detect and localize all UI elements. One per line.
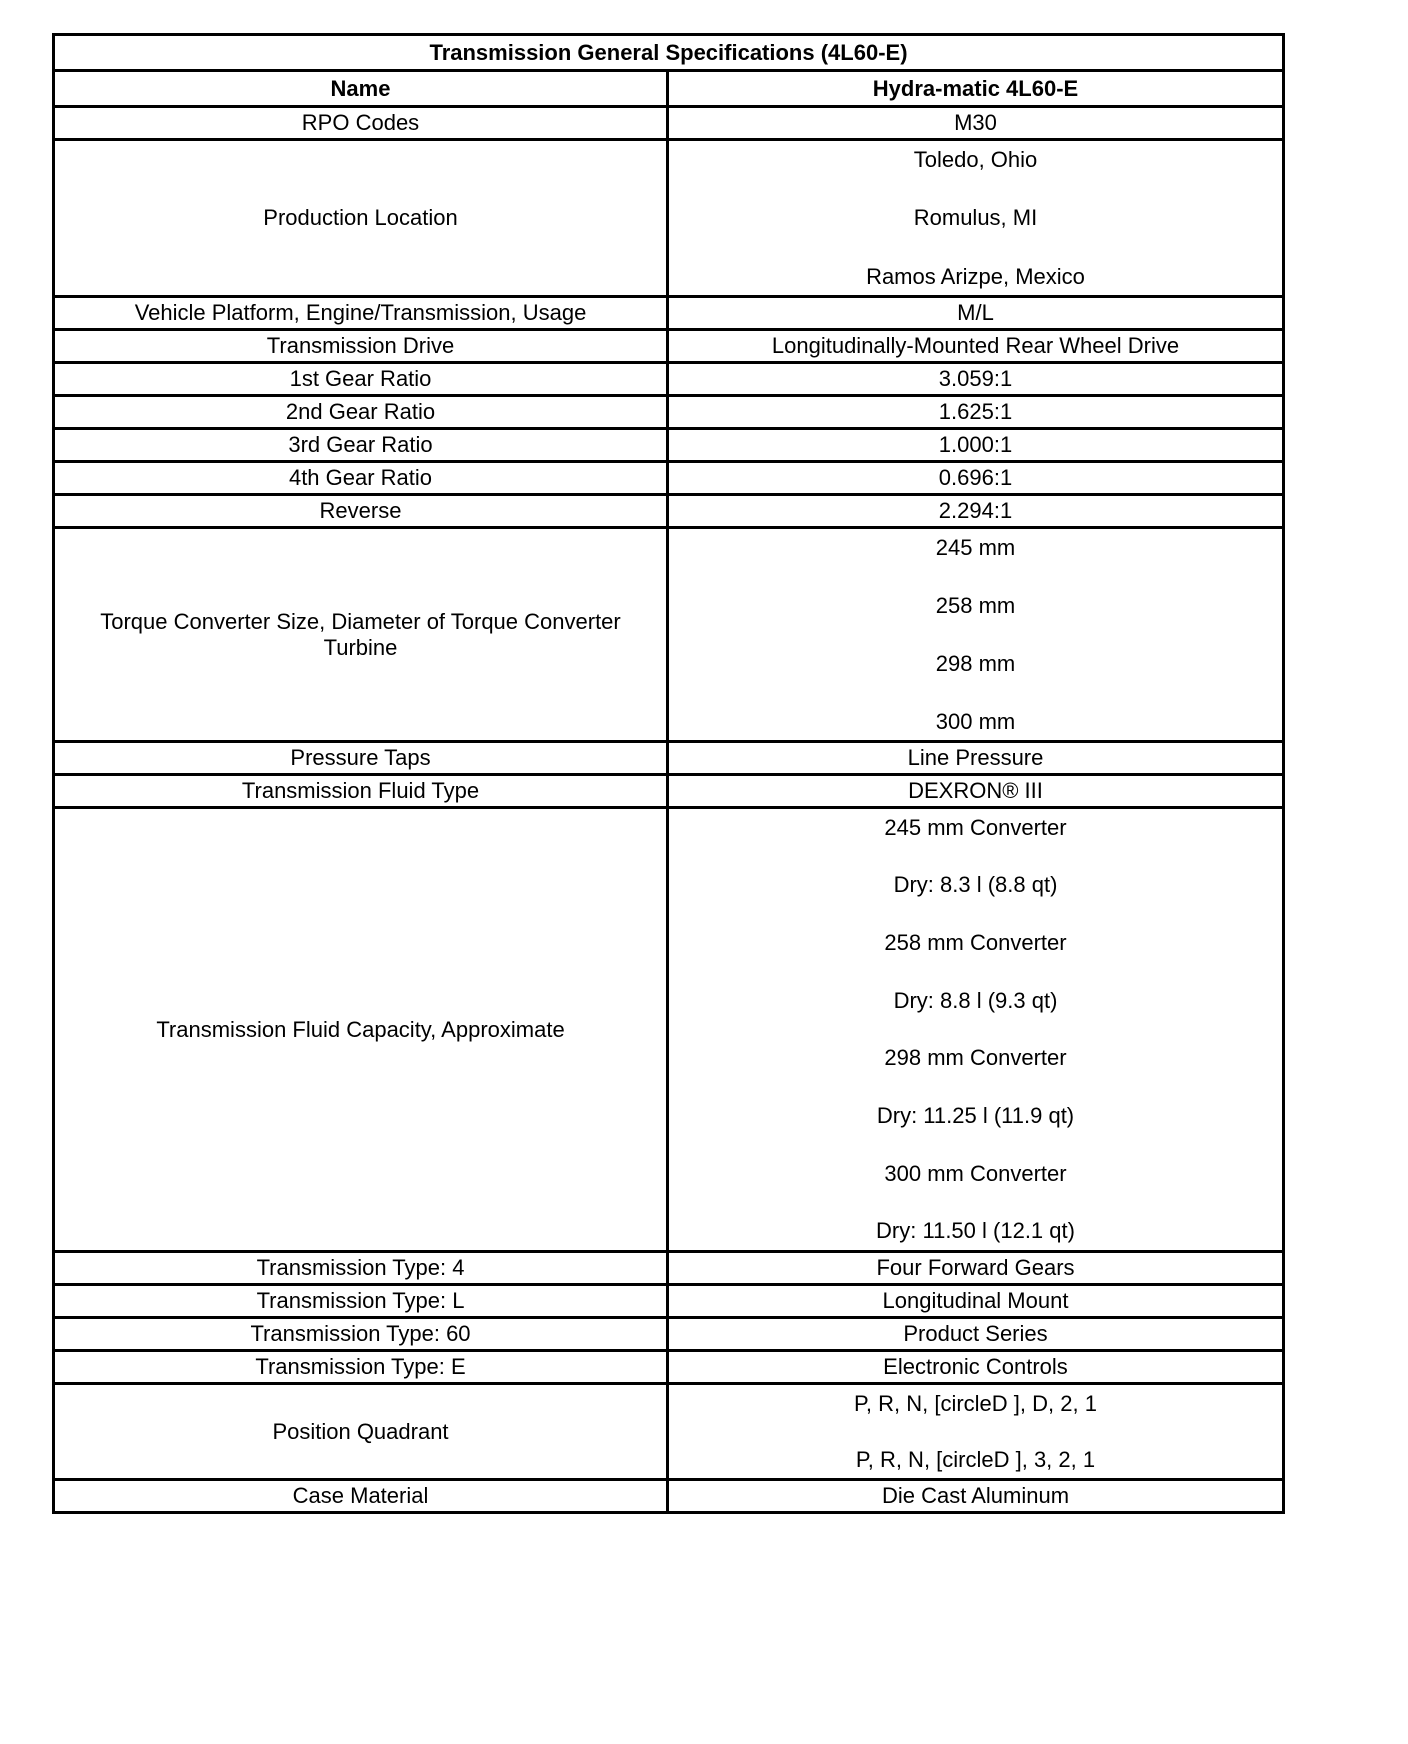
table-row xyxy=(54,1318,1284,1351)
spec-value: 245 mm Converter xyxy=(884,814,1067,840)
spec-label-cell: Transmission Type: E xyxy=(54,1351,668,1384)
spec-label-cell: Production Location xyxy=(54,140,668,297)
table-row xyxy=(54,297,1284,330)
table-row xyxy=(54,528,1284,742)
header-value-cell: Hydra-matic 4L60-E xyxy=(668,71,1284,107)
table-row xyxy=(54,429,1284,462)
spec-value: Dry: 8.8 l (9.3 qt) xyxy=(893,987,1058,1013)
spec-value: 245 mm xyxy=(935,534,1016,560)
spec-value-cell: 0.696:1 xyxy=(668,462,1284,495)
spec-value: 258 mm xyxy=(935,592,1016,618)
spec-value: 300 mm Converter xyxy=(884,1160,1067,1186)
table-row xyxy=(54,1285,1284,1318)
spec-table xyxy=(52,33,1285,1514)
spec-value-cell: 1.000:1 xyxy=(668,429,1284,462)
spec-value: Romulus, MI xyxy=(913,205,1038,230)
table-row xyxy=(54,107,1284,140)
spec-value-list xyxy=(675,811,1276,1249)
table-row xyxy=(54,495,1284,528)
spec-value-cell: 3.059:1 xyxy=(668,363,1284,396)
spec-value: Toledo, Ohio xyxy=(913,146,1038,172)
spec-value: 298 mm Converter xyxy=(884,1045,1067,1071)
spec-value-cell: Longitudinal Mount xyxy=(668,1285,1284,1318)
spec-label-cell: Vehicle Platform, Engine/Transmission, Usage xyxy=(54,297,668,330)
spec-value: P, R, N, [circleD ], 3, 2, 1 xyxy=(855,1446,1096,1472)
spec-value-cell: M/L xyxy=(668,297,1284,330)
table-row xyxy=(54,1384,1284,1480)
table-row xyxy=(54,396,1284,429)
table-row xyxy=(54,140,1284,297)
spec-value: 258 mm Converter xyxy=(884,929,1067,955)
spec-label-cell: 3rd Gear Ratio xyxy=(54,429,668,462)
spec-label-cell: 4th Gear Ratio xyxy=(54,462,668,495)
spec-label-cell: Transmission Type: 60 xyxy=(54,1318,668,1351)
spec-value-cell xyxy=(668,808,1284,1252)
spec-label-cell: 2nd Gear Ratio xyxy=(54,396,668,429)
table-row xyxy=(54,1480,1284,1513)
table-row xyxy=(54,808,1284,1252)
spec-value-cell xyxy=(668,1384,1284,1480)
spec-value-cell: DEXRON® III xyxy=(668,775,1284,808)
table-row xyxy=(54,1351,1284,1384)
table-title: Transmission General Specifications (4L60-E) xyxy=(54,35,1284,71)
spec-label-cell: Pressure Taps xyxy=(54,742,668,775)
spec-value-cell xyxy=(668,140,1284,297)
spec-label-cell: Transmission Fluid Type xyxy=(54,775,668,808)
spec-value-cell: Line Pressure xyxy=(668,742,1284,775)
spec-value: Dry: 11.25 l (11.9 qt) xyxy=(876,1103,1075,1129)
spec-value-cell: M30 xyxy=(668,107,1284,140)
spec-label-cell: Torque Converter Size, Diameter of Torque Converter Turbine xyxy=(54,528,668,742)
spec-value: 300 mm xyxy=(935,708,1016,734)
spec-value: Ramos Arizpe, Mexico xyxy=(866,263,1085,289)
spec-value-cell: Longitudinally-Mounted Rear Wheel Drive xyxy=(668,330,1284,363)
spec-value-cell: Electronic Controls xyxy=(668,1351,1284,1384)
spec-value-cell xyxy=(668,528,1284,742)
spec-value-cell: Die Cast Aluminum xyxy=(668,1480,1284,1513)
spec-value: Dry: 8.3 l (8.8 qt) xyxy=(893,872,1058,898)
table-row xyxy=(54,330,1284,363)
spec-value: Dry: 11.50 l (12.1 qt) xyxy=(876,1218,1075,1244)
spec-value-cell: 2.294:1 xyxy=(668,495,1284,528)
spec-label-cell: 1st Gear Ratio xyxy=(54,363,668,396)
spec-label-cell: Transmission Type: L xyxy=(54,1285,668,1318)
spec-label-cell: Case Material xyxy=(54,1480,668,1513)
header-name-cell: Name xyxy=(54,71,668,107)
spec-value-cell: 1.625:1 xyxy=(668,396,1284,429)
spec-value-list xyxy=(675,1387,1276,1477)
spec-value-list xyxy=(675,531,1276,739)
table-row xyxy=(54,742,1284,775)
table-row xyxy=(54,1252,1284,1285)
spec-label-cell: Reverse xyxy=(54,495,668,528)
table-row xyxy=(54,462,1284,495)
table-header-row xyxy=(54,71,1284,107)
spec-label-cell: Transmission Type: 4 xyxy=(54,1252,668,1285)
spec-value: P, R, N, [circleD ], D, 2, 1 xyxy=(854,1390,1097,1416)
spec-label-cell: Transmission Drive xyxy=(54,330,668,363)
spec-value-list xyxy=(675,143,1276,294)
spec-label-cell: Position Quadrant xyxy=(54,1384,668,1480)
table-title-row xyxy=(54,35,1284,71)
spec-label-cell: Transmission Fluid Capacity, Approximate xyxy=(54,808,668,1252)
table-row xyxy=(54,363,1284,396)
spec-value: 298 mm xyxy=(935,650,1016,676)
table-row xyxy=(54,775,1284,808)
spec-value-cell: Product Series xyxy=(668,1318,1284,1351)
spec-value-cell: Four Forward Gears xyxy=(668,1252,1284,1285)
spec-label-cell: RPO Codes xyxy=(54,107,668,140)
